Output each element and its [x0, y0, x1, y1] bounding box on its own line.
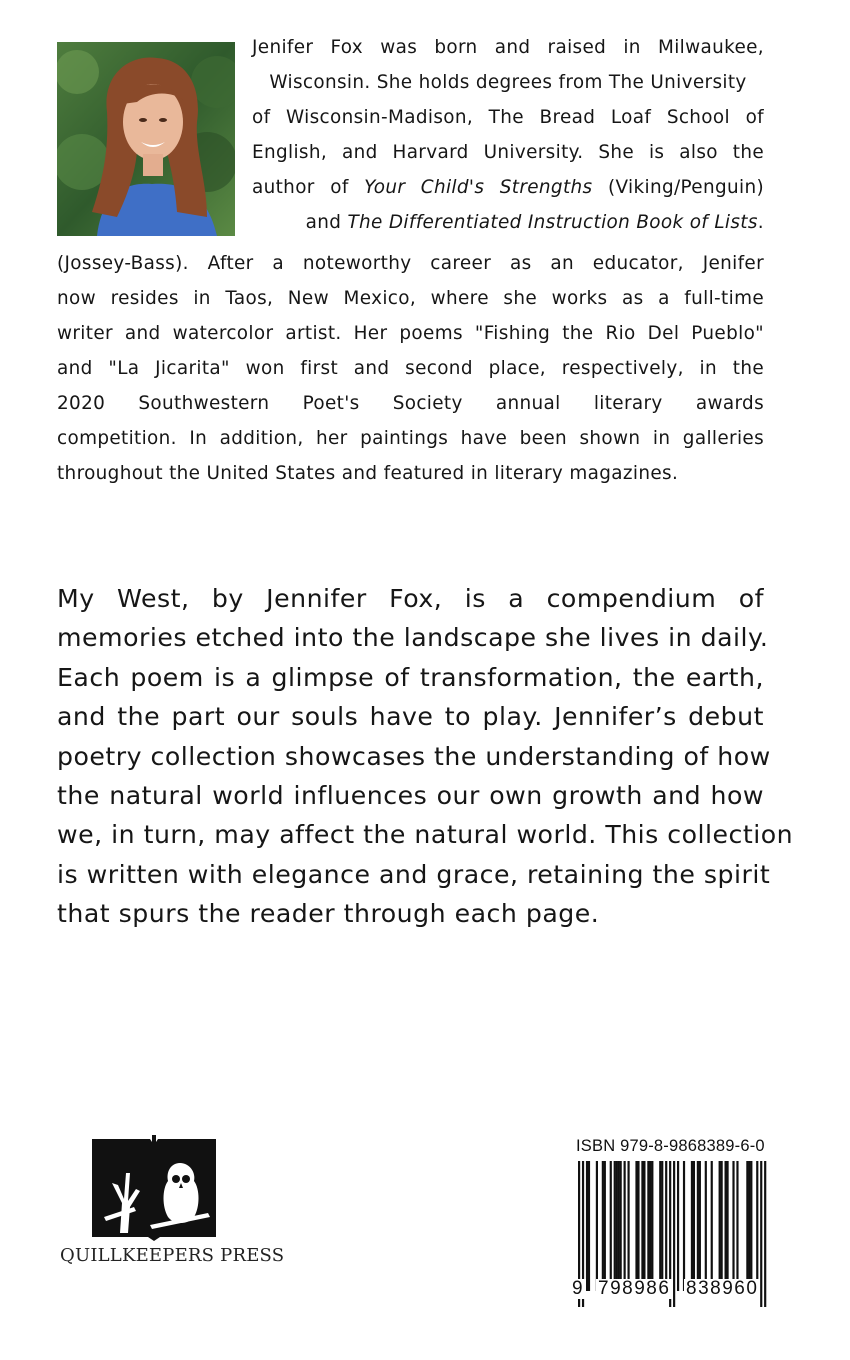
barcode-bar [610, 1161, 612, 1291]
barcode-bar [693, 1161, 695, 1291]
barcode-bar [725, 1161, 727, 1291]
barcode-bar [659, 1161, 661, 1291]
blurb-line: that spurs the reader through each page. [57, 899, 600, 929]
barcode-bar [596, 1161, 598, 1291]
bio-line: of Wisconsin-Madison, The Bread Loaf School of [252, 107, 764, 128]
barcode-bar [697, 1161, 699, 1291]
barcode-bar [618, 1161, 620, 1291]
blurb-line: we, in turn, may affect the natural world. This collection [57, 820, 794, 850]
publisher-logo [60, 1133, 285, 1283]
author-photo [57, 42, 235, 236]
book-blurb [57, 579, 794, 934]
bio-line: author of Your Child's Strengths (Viking/Penguin) [252, 177, 764, 198]
barcode-bar [627, 1161, 629, 1291]
blurb-line: My West, by Jennifer Fox, is a compendium of [57, 584, 764, 613]
barcode-bar [651, 1161, 653, 1291]
book-title: Your Child's Strengths [364, 177, 593, 198]
isbn-barcode-block [570, 1133, 778, 1318]
bio-line: throughout the United States and featured in literary magazines. [57, 463, 679, 484]
barcode-bar [732, 1161, 734, 1291]
barcode-digits-right: 838960 [686, 1278, 759, 1299]
barcode-bar [764, 1161, 766, 1307]
barcode-bar [756, 1161, 758, 1291]
blurb-line: the natural world influences our own growth and how [57, 781, 764, 811]
barcode-bar [677, 1161, 679, 1291]
author-bio [252, 30, 764, 240]
barcode-bar [760, 1161, 762, 1307]
barcode-bar [750, 1161, 752, 1291]
bio-line: 2020 Southwestern Poet's Society annual literary awards [57, 393, 764, 414]
blurb-line: Each poem is a glimpse of transformation, the earth, [57, 662, 764, 692]
barcode-digit-first: 9 [572, 1278, 585, 1299]
bio-line: and "La Jicarita" won first and second place, respectively, in the [57, 358, 764, 379]
barcode-bar [616, 1161, 618, 1291]
bio-line: (Jossey-Bass). After a noteworthy career as an educator, Jenifer [57, 253, 764, 274]
blurb-line: and the part our souls have to play. Jennifer’s debut [57, 702, 764, 732]
barcode-bar [602, 1161, 604, 1291]
barcode-bar [699, 1161, 701, 1291]
bio-line: English, and Harvard University. She is also the [252, 142, 764, 163]
barcode-bar [683, 1161, 685, 1291]
barcode-bar [624, 1161, 626, 1291]
publisher-name: QUILLKEEPERS PRESS [60, 1245, 285, 1266]
barcode-bar [635, 1161, 637, 1291]
barcode-bar [736, 1161, 738, 1291]
barcode-bar [588, 1161, 590, 1291]
barcode-bar [604, 1161, 606, 1291]
barcode-bar [647, 1161, 649, 1291]
blurb-line: poetry collection showcases the understanding of how [57, 741, 771, 771]
barcode-bar [614, 1161, 616, 1291]
bio-line: and The Differentiated Instruction Book of Lists. [305, 212, 764, 233]
book-title: The Differentiated Instruction Book of Lists [347, 212, 758, 233]
barcode-bar [643, 1161, 645, 1291]
barcode-bar [637, 1161, 639, 1291]
barcode-bar [691, 1161, 693, 1291]
barcode-bar [721, 1161, 723, 1291]
bio-line: competition. In addition, her paintings have been shown in galleries [57, 428, 764, 449]
barcode-bar [661, 1161, 663, 1291]
book-owl-icon [90, 1133, 218, 1243]
author-bio-continued [57, 246, 764, 491]
barcode-bar [641, 1161, 643, 1291]
barcode-bar [649, 1161, 651, 1291]
bio-line: writer and watercolor artist. Her poems "Fishing the Rio Del Pueblo" [57, 323, 764, 344]
author-photo-image [57, 42, 235, 236]
blurb-line: memories etched into the landscape she lives in daily. [57, 623, 769, 653]
barcode-bar [586, 1161, 588, 1291]
bio-line: Wisconsin. She holds degrees from The University [269, 72, 747, 93]
barcode-bar [726, 1161, 728, 1291]
barcode-bar [748, 1161, 750, 1291]
barcode-bar [620, 1161, 622, 1291]
barcode-bar [665, 1161, 667, 1291]
barcode-bar [719, 1161, 721, 1291]
barcode-digits-left: 798986 [598, 1278, 671, 1299]
bio-line: now resides in Taos, New Mexico, where she works as a full-time [57, 288, 764, 309]
barcode-bar [673, 1161, 675, 1307]
barcode-bar [705, 1161, 707, 1291]
isbn-label: ISBN 979-8-9868389-6-0 [576, 1137, 765, 1155]
barcode-bar [746, 1161, 748, 1291]
bio-line: Jenifer Fox was born and raised in Milwaukee, [252, 37, 764, 58]
blurb-line: is written with elegance and grace, retaining the spirit [57, 859, 771, 889]
barcode-bar [711, 1161, 713, 1291]
